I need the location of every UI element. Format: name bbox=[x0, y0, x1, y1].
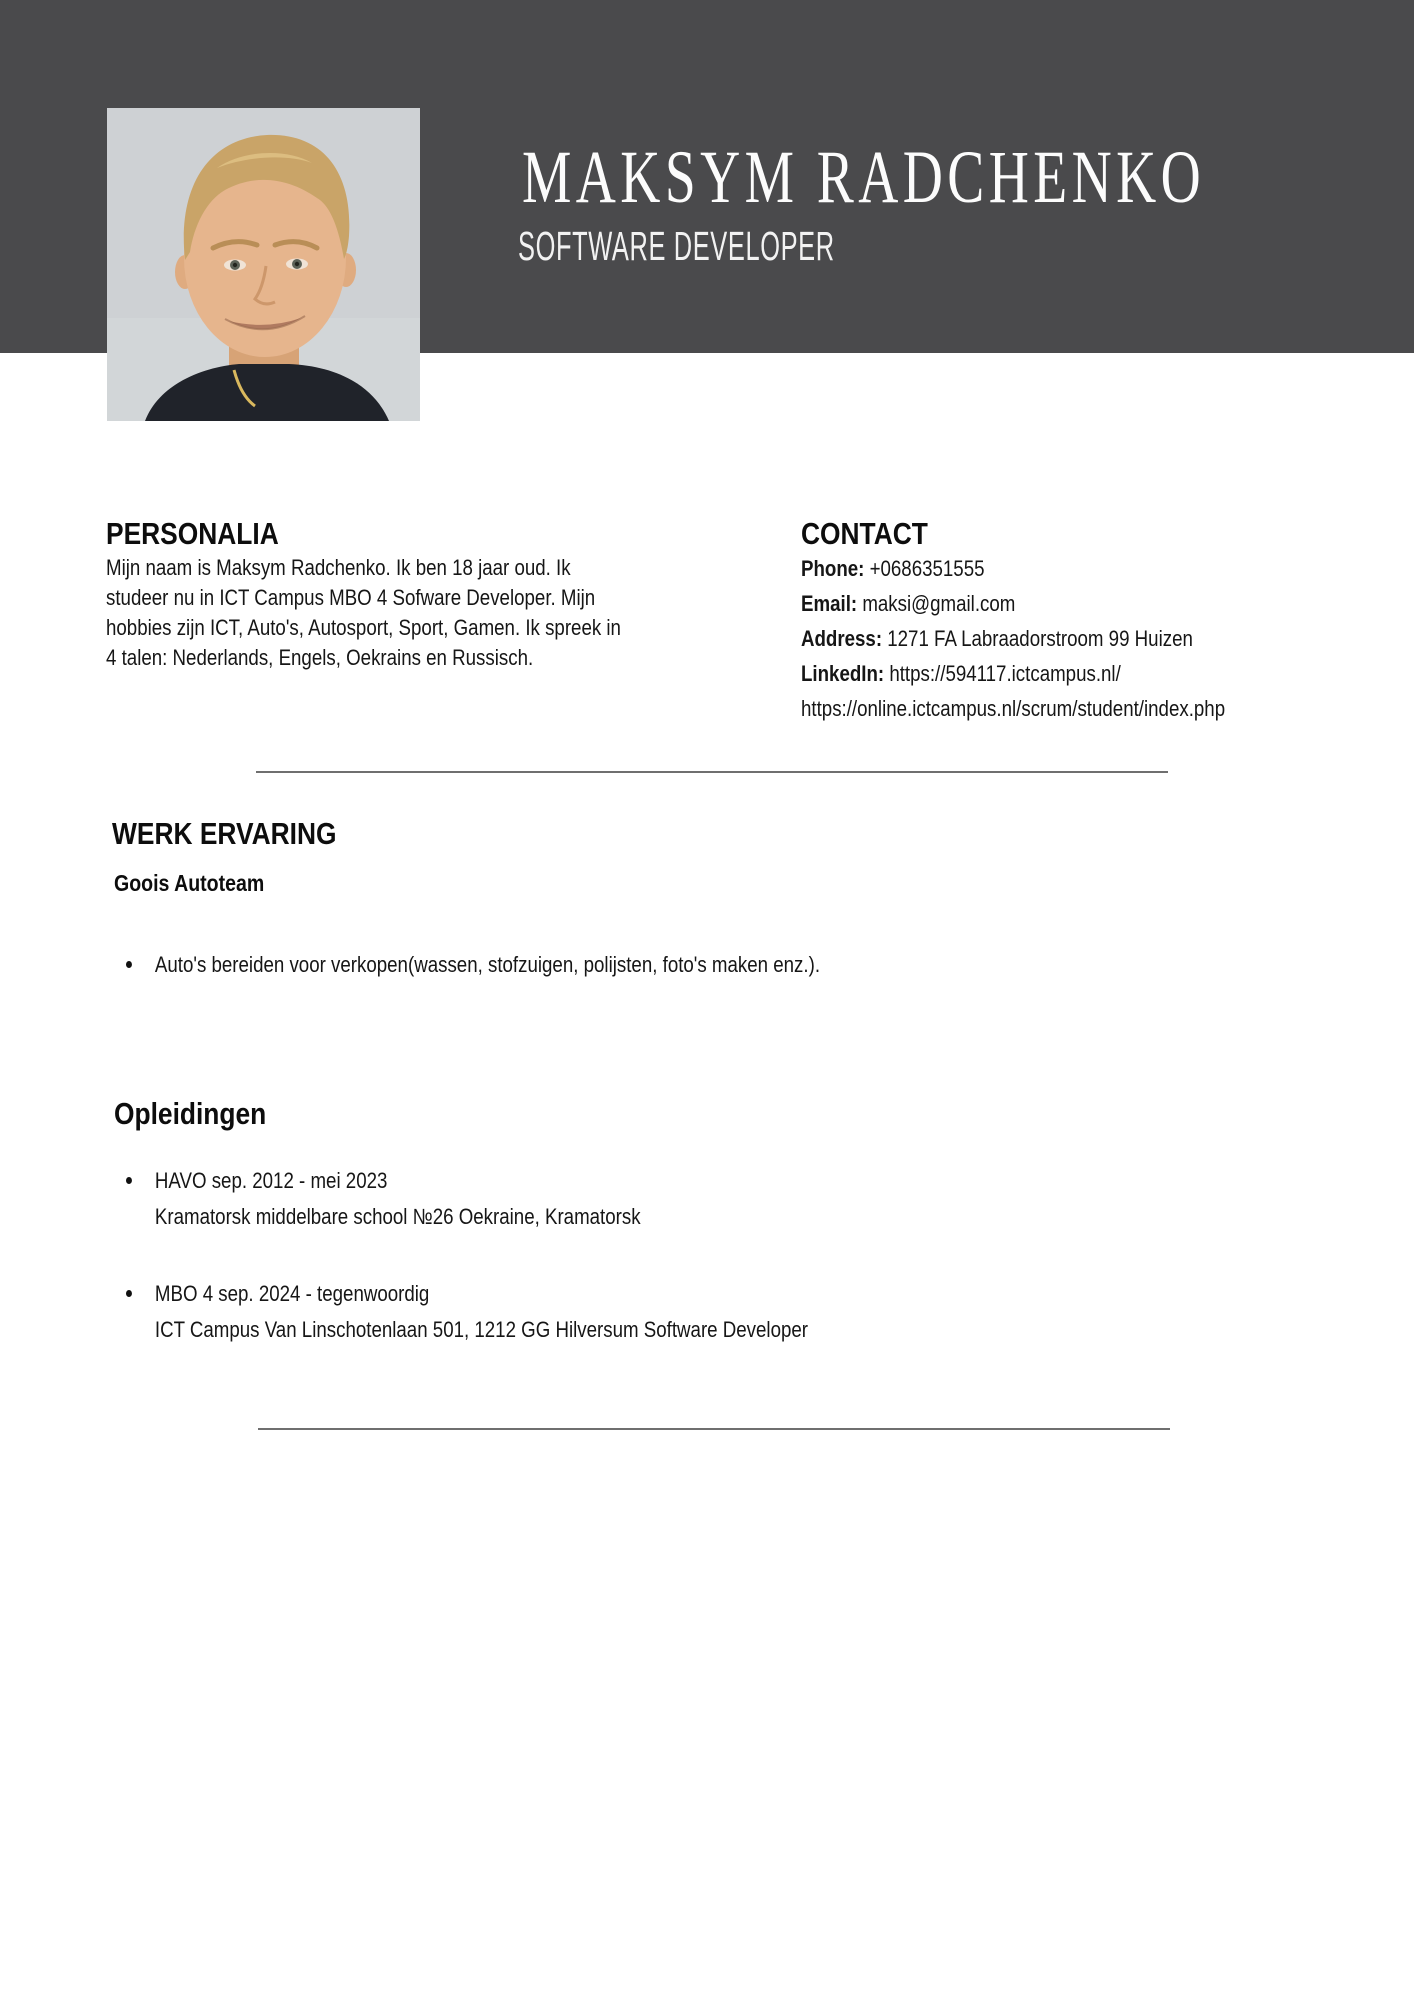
contact-label: Address: bbox=[801, 626, 883, 651]
profile-photo bbox=[107, 108, 420, 421]
profile-photo-image bbox=[107, 108, 420, 421]
personalia-text bbox=[106, 553, 621, 673]
werk-bullet-item bbox=[126, 950, 820, 980]
contact-value: maksi@gmail.com bbox=[862, 591, 1016, 616]
bullet-icon bbox=[126, 1290, 132, 1297]
education-item-havo bbox=[126, 1163, 641, 1235]
personalia-line: studeer nu in ICT Campus MBO 4 Sofware Developer. Mijn bbox=[106, 585, 596, 610]
werk-ervaring-heading: WERK ERVARING bbox=[112, 816, 337, 851]
contact-value: https://594117.ictcampus.nl/ bbox=[889, 661, 1121, 686]
section-divider-bottom bbox=[258, 1428, 1170, 1430]
contact-heading: CONTACT bbox=[801, 516, 928, 551]
personalia-line: hobbies zijn ICT, Auto's, Autosport, Sport, Gamen. Ik spreek in bbox=[106, 615, 621, 640]
education-institution: ICT Campus Van Linschotenlaan 501, 1212 GG Hilversum Software Developer bbox=[154, 1317, 809, 1342]
contact-value: 1271 FA Labraadorstroom 99 Huizen bbox=[887, 626, 1193, 651]
contact-label: Email: bbox=[801, 591, 858, 616]
education-text bbox=[155, 1276, 808, 1348]
contact-label: LinkedIn: bbox=[801, 661, 885, 686]
contact-list bbox=[801, 551, 1225, 726]
contact-value: https://online.ictcampus.nl/scrum/student/index.php bbox=[801, 696, 1226, 721]
education-text bbox=[155, 1163, 641, 1235]
contact-line-address bbox=[801, 621, 1225, 656]
education-title: MBO 4 sep. 2024 - tegenwoordig bbox=[154, 1281, 430, 1306]
personalia-heading: PERSONALIA bbox=[106, 516, 279, 551]
personalia-line: Mijn naam is Maksym Radchenko. Ik ben 18 jaar oud. Ik bbox=[106, 555, 571, 580]
contact-line-email bbox=[801, 586, 1225, 621]
contact-line-url bbox=[801, 691, 1225, 726]
opleidingen-heading: Opleidingen bbox=[114, 1096, 267, 1131]
employer-name: Goois Autoteam bbox=[114, 870, 265, 896]
education-item-mbo bbox=[126, 1276, 808, 1348]
contact-value: +0686351555 bbox=[869, 556, 985, 581]
education-title: HAVO sep. 2012 - mei 2023 bbox=[154, 1168, 388, 1193]
section-divider-top bbox=[256, 771, 1168, 773]
bullet-icon bbox=[126, 961, 132, 968]
candidate-role: SOFTWARE DEVELOPER bbox=[518, 223, 835, 269]
candidate-name: MAKSYM RADCHENKO bbox=[522, 136, 1206, 219]
contact-label: Phone: bbox=[801, 556, 865, 581]
bullet-icon bbox=[126, 1177, 132, 1184]
werk-bullet-text: Auto's bereiden voor verkopen(wassen, stofzuigen, polijsten, foto's maken enz.). bbox=[154, 952, 821, 977]
contact-line-linkedin bbox=[801, 656, 1225, 691]
personalia-line: 4 talen: Nederlands, Engels, Oekrains en Russisch. bbox=[106, 645, 534, 670]
education-institution: Kramatorsk middelbare school №26 Oekraine, Kramatorsk bbox=[154, 1204, 641, 1229]
contact-line-phone bbox=[801, 551, 1225, 586]
